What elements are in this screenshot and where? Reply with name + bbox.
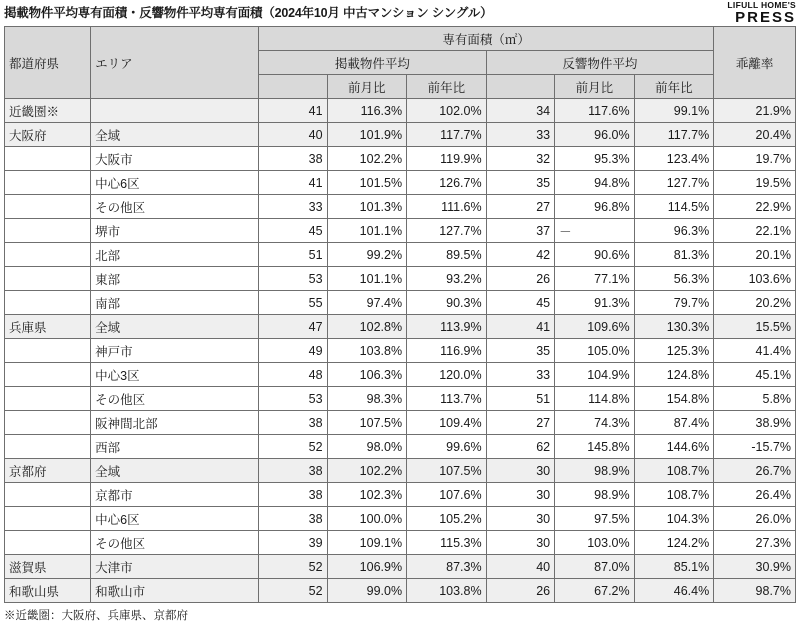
table-row bbox=[5, 555, 796, 579]
cell-prefecture: 滋賀県 bbox=[5, 555, 91, 579]
table-row bbox=[5, 435, 796, 459]
cell-posted-yoy: 111.6% bbox=[407, 195, 487, 219]
cell-gap-rate: 20.2% bbox=[714, 291, 796, 315]
header-row-1 bbox=[5, 27, 796, 51]
cell-response-yoy: 117.7% bbox=[634, 123, 714, 147]
cell-response-yoy: 46.4% bbox=[634, 579, 714, 603]
cell-area: その他区 bbox=[91, 531, 259, 555]
cell-prefecture bbox=[5, 483, 91, 507]
cell-response-mom: 77.1% bbox=[555, 267, 635, 291]
cell-prefecture bbox=[5, 195, 91, 219]
table-row bbox=[5, 291, 796, 315]
cell-prefecture bbox=[5, 339, 91, 363]
col-header-response-mom: 前月比 bbox=[555, 75, 635, 99]
cell-response-value: 27 bbox=[486, 411, 554, 435]
cell-posted-yoy: 120.0% bbox=[407, 363, 487, 387]
cell-response-yoy: 144.6% bbox=[634, 435, 714, 459]
table-row bbox=[5, 195, 796, 219]
cell-gap-rate: 21.9% bbox=[714, 99, 796, 123]
cell-posted-value: 51 bbox=[259, 243, 327, 267]
table-row bbox=[5, 315, 796, 339]
cell-response-yoy: 87.4% bbox=[634, 411, 714, 435]
cell-response-yoy: 79.7% bbox=[634, 291, 714, 315]
cell-response-mom: 95.3% bbox=[555, 147, 635, 171]
cell-response-mom: 105.0% bbox=[555, 339, 635, 363]
cell-prefecture bbox=[5, 291, 91, 315]
col-header-response-yoy: 前年比 bbox=[634, 75, 714, 99]
cell-posted-value: 39 bbox=[259, 531, 327, 555]
table-row bbox=[5, 459, 796, 483]
cell-gap-rate: 26.0% bbox=[714, 507, 796, 531]
cell-prefecture bbox=[5, 435, 91, 459]
cell-posted-yoy: 127.7% bbox=[407, 219, 487, 243]
cell-gap-rate: 98.7% bbox=[714, 579, 796, 603]
cell-posted-yoy: 105.2% bbox=[407, 507, 487, 531]
table-row bbox=[5, 387, 796, 411]
cell-posted-yoy: 117.7% bbox=[407, 123, 487, 147]
cell-gap-rate: 22.1% bbox=[714, 219, 796, 243]
cell-area: 和歌山市 bbox=[91, 579, 259, 603]
cell-response-mom: 98.9% bbox=[555, 459, 635, 483]
cell-posted-mom: 101.1% bbox=[327, 219, 407, 243]
col-header-area: エリア bbox=[91, 27, 259, 99]
cell-prefecture: 京都府 bbox=[5, 459, 91, 483]
cell-response-mom: 96.8% bbox=[555, 195, 635, 219]
cell-posted-yoy: 87.3% bbox=[407, 555, 487, 579]
cell-posted-yoy: 93.2% bbox=[407, 267, 487, 291]
cell-posted-yoy: 99.6% bbox=[407, 435, 487, 459]
cell-response-value: 41 bbox=[486, 315, 554, 339]
cell-area: 全域 bbox=[91, 459, 259, 483]
table-row bbox=[5, 171, 796, 195]
cell-posted-value: 52 bbox=[259, 435, 327, 459]
cell-posted-mom: 102.2% bbox=[327, 147, 407, 171]
cell-posted-mom: 101.3% bbox=[327, 195, 407, 219]
table-row bbox=[5, 99, 796, 123]
logo-top-text: LIFULL HOME'S bbox=[727, 0, 796, 10]
cell-posted-mom: 101.9% bbox=[327, 123, 407, 147]
page-subtitle: （2024年10月 中古マンション シングル） bbox=[262, 6, 493, 20]
cell-response-value: 30 bbox=[486, 483, 554, 507]
cell-gap-rate: 15.5% bbox=[714, 315, 796, 339]
cell-prefecture: 大阪府 bbox=[5, 123, 91, 147]
cell-area: その他区 bbox=[91, 195, 259, 219]
cell-response-value: 30 bbox=[486, 507, 554, 531]
cell-response-mom: 74.3% bbox=[555, 411, 635, 435]
cell-area: 大阪市 bbox=[91, 147, 259, 171]
cell-response-yoy: 99.1% bbox=[634, 99, 714, 123]
cell-posted-value: 55 bbox=[259, 291, 327, 315]
cell-response-yoy: 130.3% bbox=[634, 315, 714, 339]
cell-gap-rate: 20.1% bbox=[714, 243, 796, 267]
cell-gap-rate: 30.9% bbox=[714, 555, 796, 579]
cell-response-yoy: 127.7% bbox=[634, 171, 714, 195]
col-header-group-area: 専有面積（㎡） bbox=[259, 27, 714, 51]
cell-response-value: 51 bbox=[486, 387, 554, 411]
cell-posted-mom: 97.4% bbox=[327, 291, 407, 315]
cell-posted-value: 38 bbox=[259, 483, 327, 507]
table-row bbox=[5, 267, 796, 291]
cell-posted-yoy: 116.9% bbox=[407, 339, 487, 363]
cell-response-value: 45 bbox=[486, 291, 554, 315]
table-row bbox=[5, 123, 796, 147]
cell-posted-value: 38 bbox=[259, 147, 327, 171]
table-row bbox=[5, 579, 796, 603]
cell-posted-value: 52 bbox=[259, 579, 327, 603]
cell-response-mom: 103.0% bbox=[555, 531, 635, 555]
cell-area: 南部 bbox=[91, 291, 259, 315]
cell-posted-value: 49 bbox=[259, 339, 327, 363]
col-header-prefecture: 都道府県 bbox=[5, 27, 91, 99]
col-header-posted-yoy: 前年比 bbox=[407, 75, 487, 99]
cell-posted-value: 38 bbox=[259, 459, 327, 483]
cell-posted-yoy: 113.9% bbox=[407, 315, 487, 339]
cell-posted-value: 53 bbox=[259, 267, 327, 291]
col-header-response-value bbox=[486, 75, 554, 99]
cell-prefecture bbox=[5, 267, 91, 291]
cell-response-mom: 109.6% bbox=[555, 315, 635, 339]
cell-prefecture: 近畿圏※ bbox=[5, 99, 91, 123]
cell-gap-rate: 26.7% bbox=[714, 459, 796, 483]
cell-area: 中心6区 bbox=[91, 171, 259, 195]
logo-bottom-text: PRESS bbox=[735, 8, 796, 26]
cell-posted-yoy: 113.7% bbox=[407, 387, 487, 411]
cell-posted-mom: 107.5% bbox=[327, 411, 407, 435]
cell-area bbox=[91, 99, 259, 123]
cell-posted-value: 45 bbox=[259, 219, 327, 243]
cell-area: その他区 bbox=[91, 387, 259, 411]
cell-response-value: 30 bbox=[486, 531, 554, 555]
cell-response-yoy: 96.3% bbox=[634, 219, 714, 243]
page-title: 掲載物件平均専有面積・反響物件平均専有面積 bbox=[4, 6, 263, 20]
cell-posted-mom: 103.8% bbox=[327, 339, 407, 363]
cell-area: 中心6区 bbox=[91, 507, 259, 531]
cell-gap-rate: 19.7% bbox=[714, 147, 796, 171]
cell-response-value: 33 bbox=[486, 123, 554, 147]
cell-posted-yoy: 119.9% bbox=[407, 147, 487, 171]
col-header-posted-avg: 掲載物件平均 bbox=[259, 51, 487, 75]
cell-response-value: 34 bbox=[486, 99, 554, 123]
cell-response-value: 35 bbox=[486, 339, 554, 363]
cell-response-value: 40 bbox=[486, 555, 554, 579]
cell-gap-rate: 20.4% bbox=[714, 123, 796, 147]
cell-response-yoy: 123.4% bbox=[634, 147, 714, 171]
table-row bbox=[5, 339, 796, 363]
cell-posted-value: 41 bbox=[259, 171, 327, 195]
cell-response-mom: 87.0% bbox=[555, 555, 635, 579]
cell-response-yoy: 154.8% bbox=[634, 387, 714, 411]
cell-area: 全域 bbox=[91, 315, 259, 339]
cell-posted-value: 38 bbox=[259, 507, 327, 531]
table-row bbox=[5, 483, 796, 507]
cell-response-value: 32 bbox=[486, 147, 554, 171]
table-row bbox=[5, 507, 796, 531]
cell-gap-rate: -15.7% bbox=[714, 435, 796, 459]
cell-prefecture bbox=[5, 219, 91, 243]
cell-prefecture: 和歌山県 bbox=[5, 579, 91, 603]
cell-response-mom: － bbox=[555, 219, 635, 243]
col-header-gap-rate: 乖離率 bbox=[714, 27, 796, 99]
cell-response-mom: 67.2% bbox=[555, 579, 635, 603]
cell-gap-rate: 103.6% bbox=[714, 267, 796, 291]
table-row bbox=[5, 363, 796, 387]
cell-prefecture bbox=[5, 387, 91, 411]
col-header-posted-mom: 前月比 bbox=[327, 75, 407, 99]
cell-response-yoy: 85.1% bbox=[634, 555, 714, 579]
cell-gap-rate: 27.3% bbox=[714, 531, 796, 555]
brand-logo bbox=[727, 1, 796, 25]
cell-response-yoy: 81.3% bbox=[634, 243, 714, 267]
cell-response-mom: 97.5% bbox=[555, 507, 635, 531]
footnote: ※近畿圏：大阪府、兵庫県、京都府 bbox=[4, 610, 188, 622]
cell-posted-value: 53 bbox=[259, 387, 327, 411]
cell-response-value: 35 bbox=[486, 171, 554, 195]
cell-response-yoy: 108.7% bbox=[634, 459, 714, 483]
cell-response-mom: 91.3% bbox=[555, 291, 635, 315]
cell-response-mom: 114.8% bbox=[555, 387, 635, 411]
cell-posted-mom: 98.3% bbox=[327, 387, 407, 411]
cell-posted-mom: 102.8% bbox=[327, 315, 407, 339]
cell-posted-yoy: 107.6% bbox=[407, 483, 487, 507]
cell-area: 神戸市 bbox=[91, 339, 259, 363]
col-header-posted-value bbox=[259, 75, 327, 99]
cell-posted-mom: 100.0% bbox=[327, 507, 407, 531]
cell-gap-rate: 22.9% bbox=[714, 195, 796, 219]
area-stats-table bbox=[4, 26, 796, 603]
cell-area: 全域 bbox=[91, 123, 259, 147]
cell-gap-rate: 41.4% bbox=[714, 339, 796, 363]
cell-response-yoy: 114.5% bbox=[634, 195, 714, 219]
cell-response-mom: 145.8% bbox=[555, 435, 635, 459]
cell-area: 東部 bbox=[91, 267, 259, 291]
cell-posted-value: 41 bbox=[259, 99, 327, 123]
cell-response-value: 42 bbox=[486, 243, 554, 267]
cell-posted-yoy: 103.8% bbox=[407, 579, 487, 603]
cell-posted-mom: 106.9% bbox=[327, 555, 407, 579]
table-row bbox=[5, 243, 796, 267]
cell-response-mom: 96.0% bbox=[555, 123, 635, 147]
cell-posted-value: 48 bbox=[259, 363, 327, 387]
cell-response-yoy: 125.3% bbox=[634, 339, 714, 363]
col-header-response-avg: 反響物件平均 bbox=[486, 51, 714, 75]
cell-posted-value: 52 bbox=[259, 555, 327, 579]
cell-response-value: 33 bbox=[486, 363, 554, 387]
cell-response-yoy: 108.7% bbox=[634, 483, 714, 507]
cell-prefecture bbox=[5, 531, 91, 555]
cell-prefecture bbox=[5, 507, 91, 531]
table-body bbox=[5, 99, 796, 603]
cell-area: 中心3区 bbox=[91, 363, 259, 387]
cell-posted-mom: 99.0% bbox=[327, 579, 407, 603]
page-header bbox=[0, 0, 800, 26]
cell-response-mom: 104.9% bbox=[555, 363, 635, 387]
cell-area: 堺市 bbox=[91, 219, 259, 243]
cell-area: 北部 bbox=[91, 243, 259, 267]
cell-response-value: 26 bbox=[486, 579, 554, 603]
cell-response-value: 30 bbox=[486, 459, 554, 483]
cell-response-yoy: 124.2% bbox=[634, 531, 714, 555]
cell-area: 京都市 bbox=[91, 483, 259, 507]
cell-prefecture bbox=[5, 363, 91, 387]
cell-area: 阪神間北部 bbox=[91, 411, 259, 435]
cell-posted-value: 40 bbox=[259, 123, 327, 147]
cell-area: 大津市 bbox=[91, 555, 259, 579]
cell-posted-mom: 102.3% bbox=[327, 483, 407, 507]
cell-response-yoy: 104.3% bbox=[634, 507, 714, 531]
cell-prefecture bbox=[5, 243, 91, 267]
cell-gap-rate: 38.9% bbox=[714, 411, 796, 435]
cell-prefecture bbox=[5, 171, 91, 195]
cell-posted-mom: 106.3% bbox=[327, 363, 407, 387]
cell-posted-yoy: 126.7% bbox=[407, 171, 487, 195]
cell-prefecture bbox=[5, 147, 91, 171]
cell-posted-mom: 116.3% bbox=[327, 99, 407, 123]
cell-response-mom: 90.6% bbox=[555, 243, 635, 267]
cell-posted-value: 33 bbox=[259, 195, 327, 219]
cell-posted-value: 38 bbox=[259, 411, 327, 435]
cell-posted-yoy: 109.4% bbox=[407, 411, 487, 435]
cell-posted-yoy: 89.5% bbox=[407, 243, 487, 267]
table-row bbox=[5, 219, 796, 243]
cell-prefecture bbox=[5, 411, 91, 435]
cell-gap-rate: 5.8% bbox=[714, 387, 796, 411]
cell-response-value: 62 bbox=[486, 435, 554, 459]
cell-prefecture: 兵庫県 bbox=[5, 315, 91, 339]
cell-posted-mom: 102.2% bbox=[327, 459, 407, 483]
cell-posted-yoy: 115.3% bbox=[407, 531, 487, 555]
cell-response-yoy: 124.8% bbox=[634, 363, 714, 387]
cell-response-value: 37 bbox=[486, 219, 554, 243]
cell-response-value: 27 bbox=[486, 195, 554, 219]
cell-gap-rate: 45.1% bbox=[714, 363, 796, 387]
cell-gap-rate: 19.5% bbox=[714, 171, 796, 195]
table-header bbox=[5, 27, 796, 99]
cell-posted-value: 47 bbox=[259, 315, 327, 339]
cell-area: 西部 bbox=[91, 435, 259, 459]
cell-posted-mom: 109.1% bbox=[327, 531, 407, 555]
cell-posted-yoy: 90.3% bbox=[407, 291, 487, 315]
cell-posted-mom: 101.5% bbox=[327, 171, 407, 195]
cell-posted-yoy: 102.0% bbox=[407, 99, 487, 123]
cell-response-mom: 98.9% bbox=[555, 483, 635, 507]
table-row bbox=[5, 531, 796, 555]
table-row bbox=[5, 147, 796, 171]
cell-posted-yoy: 107.5% bbox=[407, 459, 487, 483]
cell-response-mom: 94.8% bbox=[555, 171, 635, 195]
table-row bbox=[5, 411, 796, 435]
cell-posted-mom: 98.0% bbox=[327, 435, 407, 459]
cell-posted-mom: 101.1% bbox=[327, 267, 407, 291]
cell-response-mom: 117.6% bbox=[555, 99, 635, 123]
cell-gap-rate: 26.4% bbox=[714, 483, 796, 507]
cell-response-value: 26 bbox=[486, 267, 554, 291]
cell-posted-mom: 99.2% bbox=[327, 243, 407, 267]
cell-response-yoy: 56.3% bbox=[634, 267, 714, 291]
